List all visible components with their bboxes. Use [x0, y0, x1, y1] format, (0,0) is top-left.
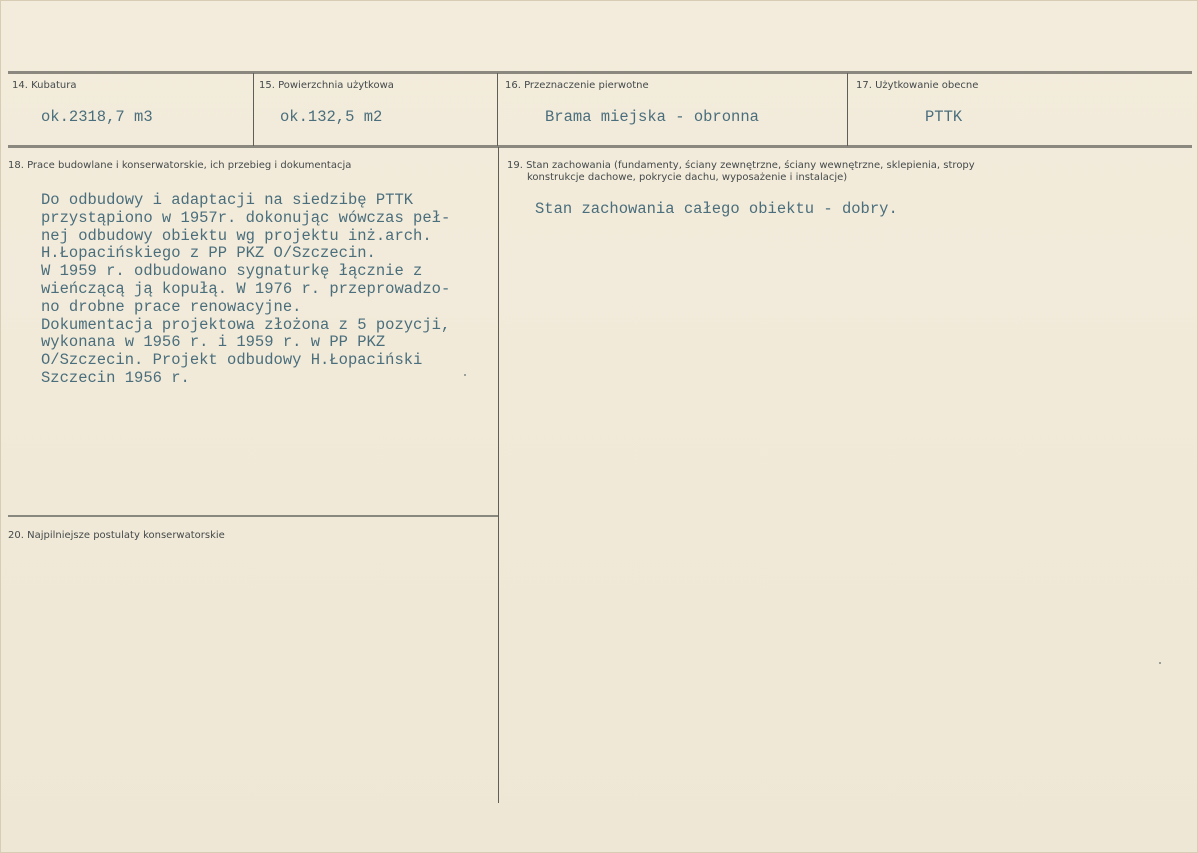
section18-bottom-rule [8, 515, 498, 517]
field-18-line: O/Szczecin. Projekt odbudowy H.Łopaciński [41, 351, 423, 370]
field-18-line: nej odbudowy obiektu wg projektu inż.arch. [41, 226, 432, 245]
field-18-line: W 1959 r. odbudowano sygnaturkę łącznie z [41, 262, 423, 281]
field-14-value: ok.2318,7 m3 [41, 108, 153, 126]
field-19-label-line1: 19. Stan zachowania (fundamenty, ściany zewnętrzne, ściany wewnętrzne, sklepienia, stropy [507, 160, 975, 171]
field-18-line: Szczecin 1956 r. [41, 368, 190, 387]
divider-18-19 [498, 147, 499, 803]
field-14-label: 14. Kubatura [12, 80, 77, 91]
field-18-line: przystąpiono w 1957r. dokonując wówczas peł- [41, 208, 451, 227]
field-15-value: ok.132,5 m2 [280, 108, 383, 126]
paper-speck [464, 374, 466, 376]
field-19-value: Stan zachowania całego obiektu - dobry. [535, 200, 898, 218]
field-18-line: H.Łopacińskiego z PP PKZ O/Szczecin. [41, 244, 376, 263]
top-rule [8, 71, 1192, 74]
field-17-value: PTTK [925, 108, 963, 126]
row1-bottom-rule [8, 145, 1192, 148]
field-16-label: 16. Przeznaczenie pierwotne [505, 80, 649, 91]
field-17-label: 17. Użytkowanie obecne [856, 80, 979, 91]
field-19-label-line2: konstrukcje dachowe, pokrycie dachu, wyposażenie i instalacje) [527, 172, 848, 183]
field-18-line: Dokumentacja projektowa złożona z 5 pozycji, [41, 315, 451, 334]
field-18-text [41, 192, 450, 388]
divider-14-15 [253, 73, 254, 146]
field-18-line: wieńczącą ją kopułą. W 1976 r. przeprowadzo- [41, 279, 451, 298]
field-18-label: 18. Prace budowlane i konserwatorskie, ich przebieg i dokumentacja [8, 160, 352, 171]
field-16-value: Brama miejska - obronna [545, 108, 759, 126]
divider-16-17 [847, 73, 848, 146]
divider-15-16 [497, 73, 498, 146]
field-18-line: no drobne prace renowacyjne. [41, 297, 302, 316]
field-18-line: Do odbudowy i adaptacji na siedzibę PTTK [41, 191, 414, 209]
field-20-label: 20. Najpilniejsze postulaty konserwatorskie [8, 530, 225, 541]
field-15-label: 15. Powierzchnia użytkowa [259, 80, 394, 91]
paper-speck [1159, 662, 1161, 664]
field-18-line: wykonana w 1956 r. i 1959 r. w PP PKZ [41, 333, 386, 352]
